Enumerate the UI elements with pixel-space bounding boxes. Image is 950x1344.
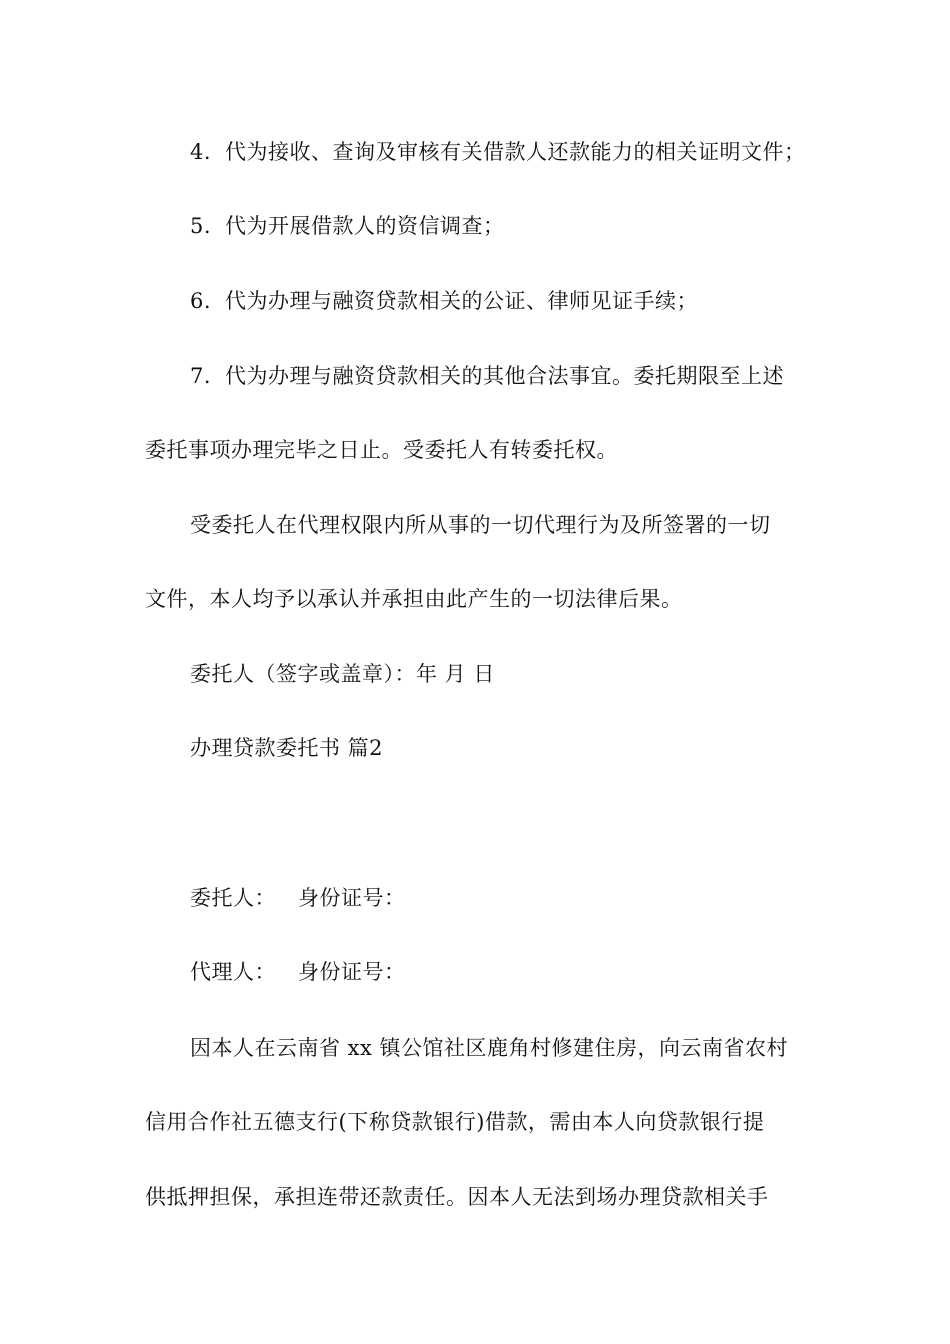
- section-title: 办理贷款委托书 篇2: [190, 736, 384, 760]
- paragraph-line: 因本人在云南省 xx 镇公馆社区鹿角村修建住房，向云南省农村: [190, 1036, 789, 1060]
- paragraph-line: 信用合作社五德支行(下称贷款银行)借款，需由本人向贷款银行提: [145, 1110, 765, 1134]
- agent-line: [190, 958, 406, 986]
- item-text: 代为办理与融资贷款相关的其他合法事宜。委托期限至上述: [225, 364, 785, 388]
- paragraph-line: 受委托人在代理权限内所从事的一切代理行为及所签署的一切: [190, 513, 771, 537]
- item-text: 代为办理与融资贷款相关的公证、律师见证手续；: [225, 289, 699, 313]
- item-number: 6.: [190, 289, 212, 313]
- signature-line: 委托人（签字或盖章）：年 月 日: [190, 662, 495, 686]
- item-number: 5.: [190, 214, 212, 238]
- item-number: 4.: [190, 140, 212, 164]
- paragraph-line: 供抵押担保，承担连带还款责任。因本人无法到场办理贷款相关手: [145, 1185, 769, 1209]
- principal-id-label: 身份证号：: [298, 886, 406, 910]
- list-item-7: [190, 362, 784, 390]
- list-item-7-continuation: 委托事项办理完毕之日止。受委托人有转委托权。: [145, 438, 618, 462]
- list-item-5: [190, 212, 505, 240]
- list-item-4: [190, 138, 806, 166]
- principal-label: 委托人：: [190, 886, 276, 910]
- paragraph-line: 文件，本人均予以承认并承担由此产生的一切法律后果。: [145, 587, 683, 611]
- agent-id-label: 身份证号：: [298, 960, 406, 984]
- principal-line: [190, 884, 406, 912]
- agent-label: 代理人：: [190, 960, 276, 984]
- item-text: 代为接收、查询及审核有关借款人还款能力的相关证明文件；: [225, 140, 806, 164]
- item-number: 7.: [190, 364, 212, 388]
- list-item-6: [190, 287, 698, 315]
- item-text: 代为开展借款人的资信调查；: [225, 214, 505, 238]
